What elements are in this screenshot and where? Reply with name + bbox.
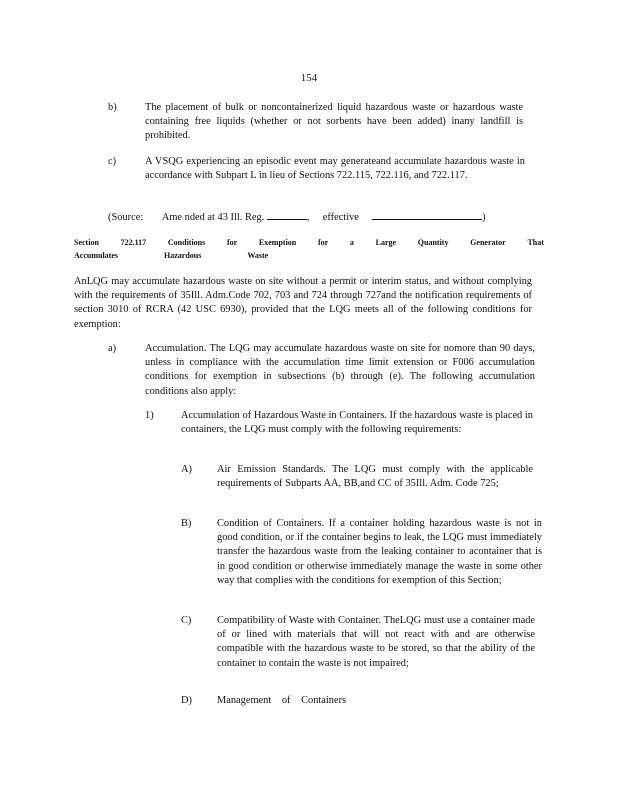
item-c-label: c) [108,156,117,167]
source-comma: , [306,212,310,223]
item-b-text: The placement of bulk or noncontainerized liquid hazardous waste or hazardous waste containing free liquids (whether or not sorbents have been added) inany landfill is prohibited. [145,102,523,142]
reg-blank [267,209,307,220]
heading-word: That [527,238,544,247]
source-suffix: ) [482,212,486,223]
section-heading-line2 [74,249,544,262]
source-effective: effective [322,212,359,223]
heading-word: a [349,238,354,247]
heading-word: Quantity [417,238,449,247]
paragraph-A-text: Air Emission Standards. The LQG must comply with the applicable requirements of Subparts AA, BB,and CC of 35Ill. Adm. Code 725; [217,464,533,490]
heading-word: for [226,238,238,247]
paragraph-B-text: Condition of Containers. If a container holding hazardous waste is not in good condition, or if the container begins to leak, the LQG must immediately transfer the hazardous waste from the leaking container to acontainer that is in good condition or otherwise immediately manage the waste in some other way that complies with the conditions for exemption of this Section; [217,518,542,586]
heading-word: Conditions [167,238,206,247]
section-heading-line1 [74,236,544,249]
heading-word: Section [74,238,99,247]
heading-word: Hazardous [164,251,202,260]
heading-word: Large [375,238,397,247]
paragraph-B-label: B) [181,518,192,529]
subsection-a-label: a) [108,343,117,354]
subsection-a1-label: 1) [145,410,154,421]
paragraph-D-text: Management of Containers [217,695,347,706]
heading-word: Waste [247,251,269,260]
heading-word: Exemption [258,238,297,247]
subsection-a1-text: Accumulation of Hazardous Waste in Containers. If the hazardous waste is placed in containers, the LQG must comply with the following requirements: [181,410,533,436]
intro-paragraph: AnLQG may accumulate hazardous waste on site without a permit or interim status, and without complying with the requirements of 35Ill. Adm.Code 702, 703 and 724 through 727and the notification requirements of section 3010 of RCRA (42 USC 6930), provided that the LQG meets all of the following conditions for exemption: [74,276,532,330]
subsection-a-text: Accumulation. The LQG may accumulate hazardous waste on site for nomore than 90 days, unless in compliance with the accumulation time limit extension or F006 accumulation conditions for exemption in subsections (b) through (e). The following accumulation conditions also apply: [145,343,535,397]
effective-date-blank [372,209,482,220]
paragraph-A-label: A) [181,464,192,475]
section-heading [74,236,544,262]
item-b-label: b) [108,102,117,113]
heading-word: for [317,238,329,247]
page-number: 154 [300,72,318,84]
heading-word: Accumulates [74,251,118,260]
heading-word: Generator [470,238,506,247]
item-c-text: A VSQG experiencing an episodic event may generateand accumulate hazardous waste in accordance with Subpart L in lieu of Sections 722.115, 722.116, and 722.117. [145,156,525,182]
source-prefix: (Source: [108,212,144,223]
paragraph-C-text: Compatibility of Waste with Container. TheLQG must use a container made of or lined with materials that will not react with and are otherwise compatible with the hazardous waste to be stored, so that the ability of the container to contain the waste is not impaired; [217,615,535,669]
paragraph-C-label: C) [181,615,192,626]
heading-word: 722.117 [120,238,147,247]
paragraph-D-label: D) [181,695,192,706]
source-note [108,209,486,225]
source-amended: Ame nded at 43 Ill. Reg. [161,212,265,223]
